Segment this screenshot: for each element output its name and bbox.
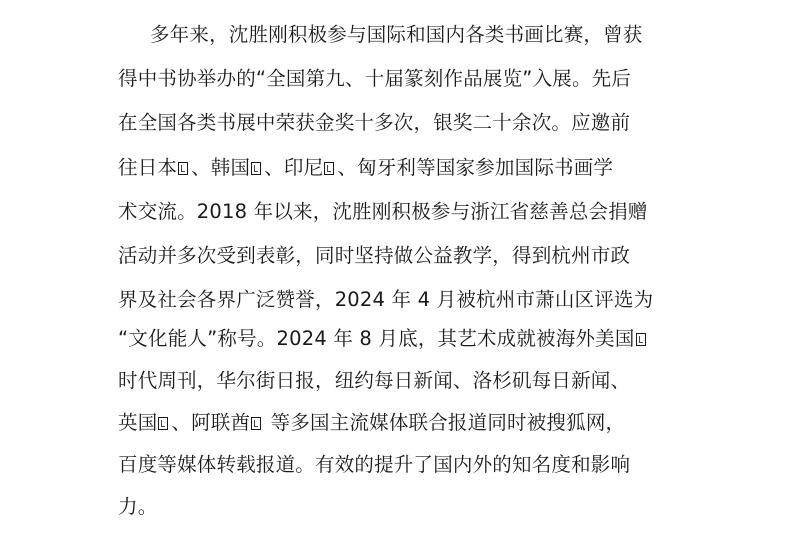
- text-line-1: 多年来，沈胜刚积极参与国际和国内各类书画比赛，曾获: [150, 23, 643, 46]
- misspelled-marker[interactable]: [635, 327, 649, 350]
- text-segment: 、印尼: [264, 156, 324, 179]
- text-line-6: 活动并多次受到表彰，同时坚持做公益教学，得到杭州市政: [118, 244, 631, 267]
- text-segment: 、韩国: [191, 156, 251, 179]
- text-line-7: 界及社会各界广泛赞誉，2024 年 4 月被杭州市萧山区评选为: [118, 288, 654, 311]
- text-line-12: 力。: [118, 495, 158, 518]
- text-line-11: 百度等媒体转载报道。有效的提升了国内外的知名度和影响: [118, 453, 631, 476]
- misspelled-marker[interactable]: [157, 411, 171, 434]
- text-segment: 等多国主流媒体联合报道同时被搜狐网，: [264, 411, 626, 434]
- misspelled-marker[interactable]: [250, 156, 264, 179]
- text-segment: “文化能人”称号。2024 年 8 月底，其艺术成就被海外美国: [118, 327, 635, 350]
- text-line-10: [118, 408, 625, 438]
- text-segment: 英国: [118, 411, 158, 434]
- misspelled-marker[interactable]: [323, 156, 337, 179]
- text-segment: 往日本: [118, 156, 178, 179]
- missing-glyph-icon: [158, 417, 168, 430]
- text-line-3: 在全国各类书展中荣获金奖十多次，银奖二十余次。应邀前: [118, 111, 631, 134]
- missing-glyph-icon: [636, 333, 646, 346]
- text-line-8: [118, 324, 649, 354]
- text-segment: 、匈牙利等国家参加国际书画学: [337, 156, 614, 179]
- misspelled-marker[interactable]: [250, 411, 264, 434]
- text-line-4: [118, 153, 613, 183]
- text-line-5: 术交流。2018 年以来，沈胜刚积极参与浙江省慈善总会捐赠: [118, 200, 648, 223]
- text-line-9: 时代周刊，华尔街日报，纽约每日新闻、洛杉矶每日新闻、: [118, 369, 631, 392]
- text-segment: 、阿联酋: [171, 411, 251, 434]
- misspelled-marker[interactable]: [177, 156, 191, 179]
- missing-glyph-icon: [324, 162, 334, 175]
- text-line-2: 得中书协举办的“全国第九、十届篆刻作品展览”入展。先后: [118, 67, 632, 90]
- missing-glyph-icon: [251, 162, 261, 175]
- missing-glyph-icon: [178, 162, 188, 175]
- missing-glyph-icon: [251, 417, 261, 430]
